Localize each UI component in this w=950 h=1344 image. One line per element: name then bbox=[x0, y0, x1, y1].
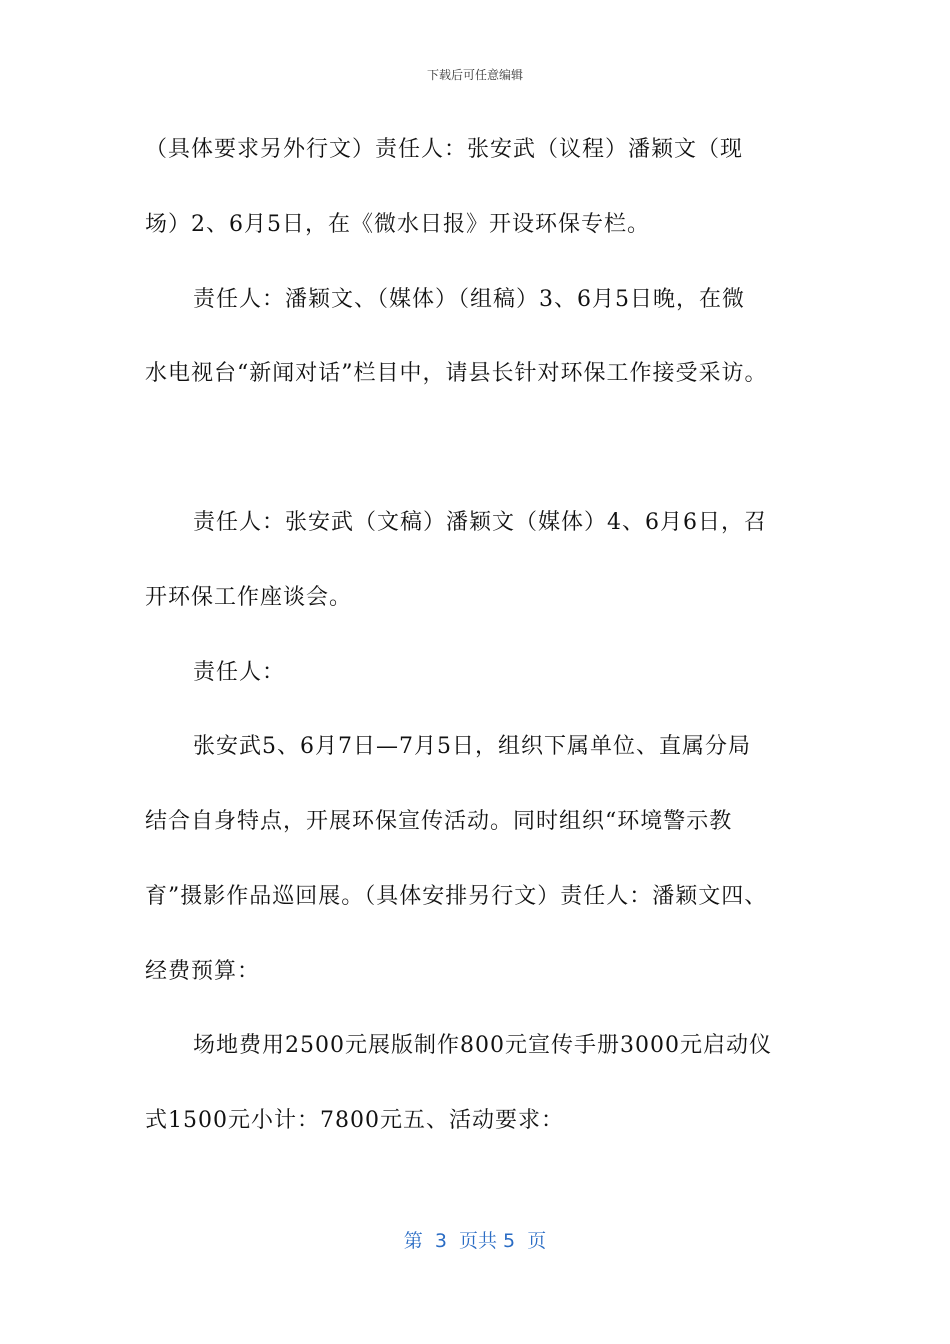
text-line-6: 开环保工作座谈会。 bbox=[145, 585, 353, 610]
text-line-9: 结合自身特点，开展环保宣传活动。同时组织“环境警示教 bbox=[145, 809, 733, 834]
text-line-1: （具体要求另外行文）责任人：张安武（议程）潘颖文（现 bbox=[145, 137, 744, 162]
text-line-5: 责任人：张安武（文稿）潘颖文（媒体）4、6月6日，召 bbox=[193, 510, 767, 535]
page-header: 下载后可任意编辑 bbox=[426, 68, 523, 82]
text-line-3: 责任人：潘颖文、（媒体）（组稿）3、6月5日晚，在微 bbox=[193, 287, 745, 312]
text-line-13: 式1500元小计：7800元五、活动要求： bbox=[145, 1108, 564, 1133]
text-line-2: 场）2、6月5日，在《微水日报》开设环保专栏。 bbox=[145, 212, 650, 237]
text-line-8: 张安武5、6月7日—7月5日，组织下属单位、直属分局 bbox=[193, 734, 751, 759]
page-number-footer: 第 3 页共 5 页 bbox=[403, 1230, 547, 1252]
text-line-7: 责任人： bbox=[193, 660, 286, 685]
text-line-12: 场地费用2500元展版制作800元宣传手册3000元启动仪 bbox=[193, 1033, 772, 1058]
text-line-4: 水电视台“新闻对话”栏目中，请县长针对环保工作接受采访。 bbox=[145, 361, 768, 386]
text-line-10: 育”摄影作品巡回展。（具体安排另行文）责任人：潘颖文四、 bbox=[145, 884, 768, 909]
text-line-11: 经费预算： bbox=[145, 959, 261, 984]
